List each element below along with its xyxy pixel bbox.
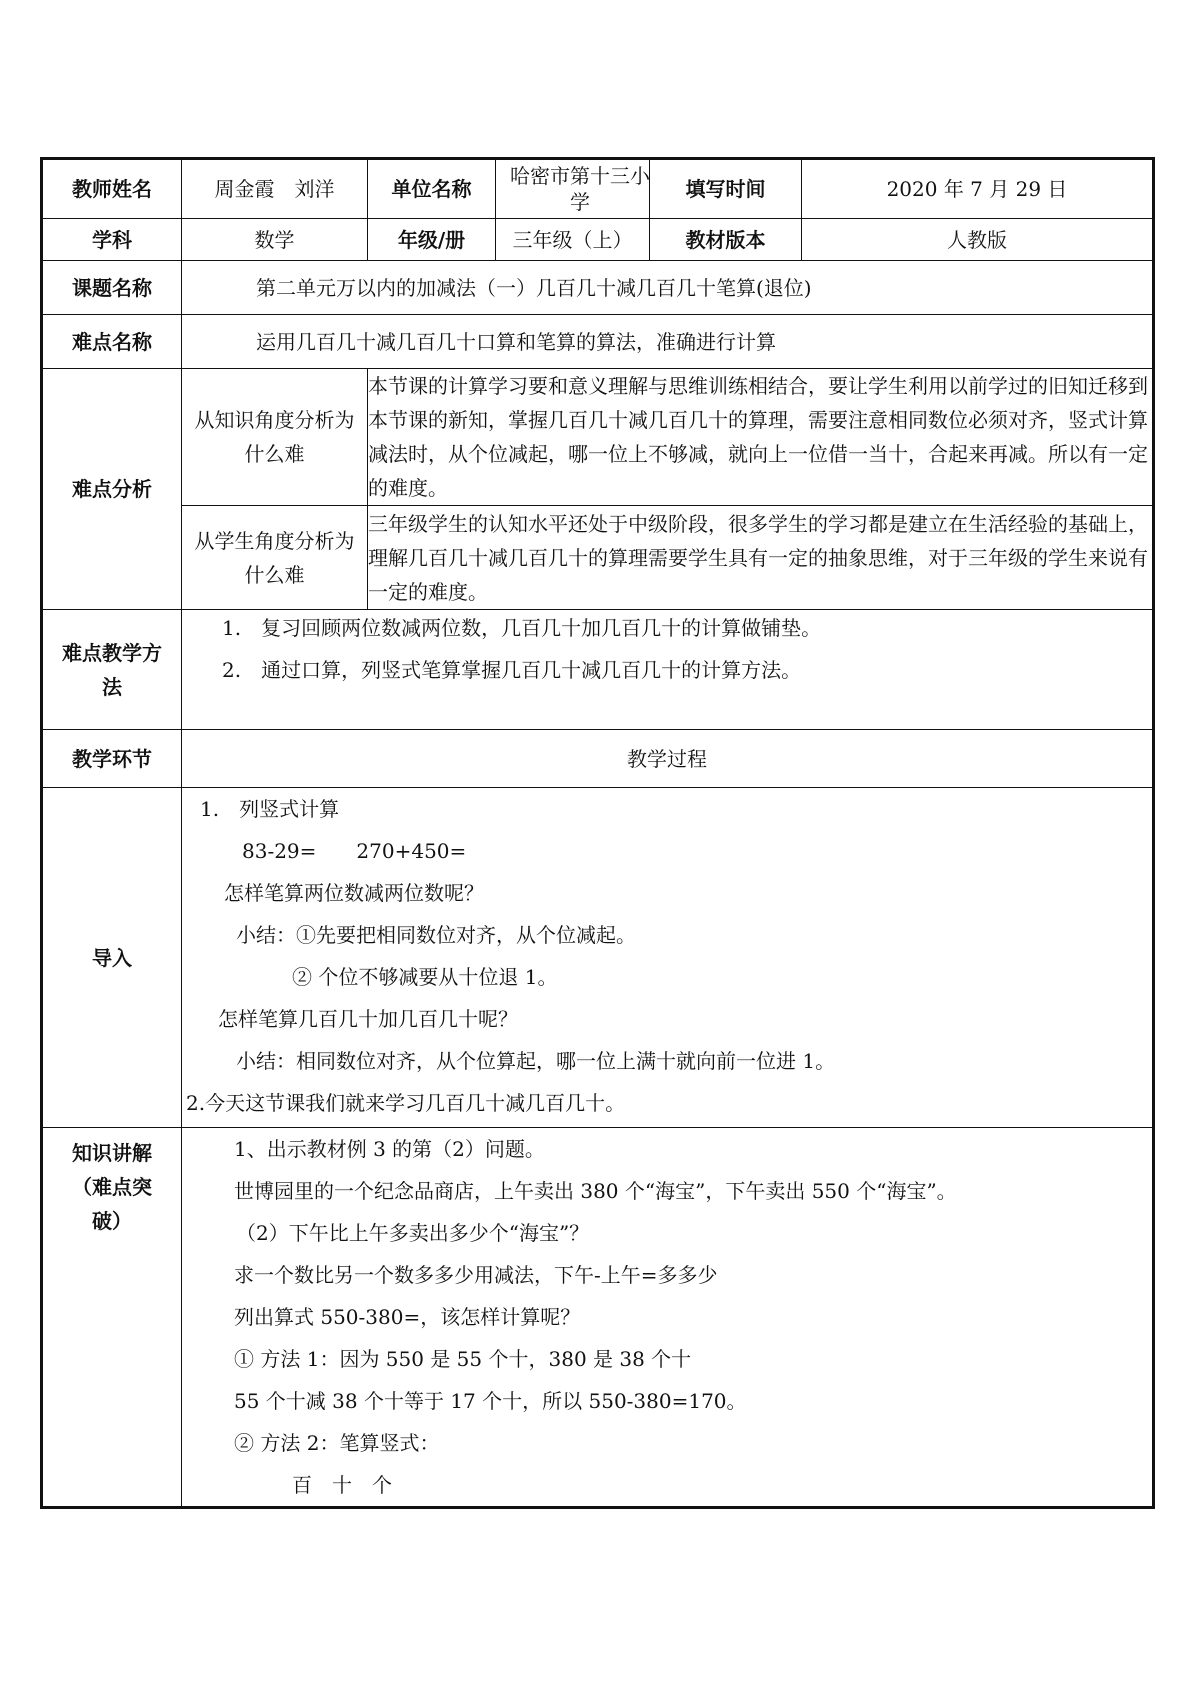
intro-content xyxy=(182,788,1154,1128)
knowledge-row xyxy=(42,1128,1154,1508)
intro-line: 小结：①先要把相同数位对齐，从个位减起。 xyxy=(236,923,636,947)
knowledge-line: ① 方法 1：因为 550 是 55 个十，380 是 38 个十 xyxy=(234,1347,692,1371)
header-row-1 xyxy=(42,159,1154,219)
knowledge-line: 百 十 个 xyxy=(292,1473,392,1497)
method-label xyxy=(42,610,182,730)
teacher-label: 教师姓名 xyxy=(42,159,182,219)
knowledge-angle-label xyxy=(182,369,368,506)
student-angle-label-line2: 什么难 xyxy=(244,562,305,587)
topic-value: 第二单元万以内的加减法（一）几百几十减几百几十笔算(退位) xyxy=(182,261,1154,315)
difficulty-row xyxy=(42,315,1154,369)
process-label: 教学过程 xyxy=(182,730,1154,788)
knowledge-angle-label-line1: 从知识角度分析为 xyxy=(194,408,355,432)
header-row-2 xyxy=(42,219,1154,261)
intro-label: 导入 xyxy=(42,788,182,1128)
method-content xyxy=(182,610,1154,730)
analysis-row-student xyxy=(42,506,1154,610)
unit-value-line1: 哈密市第十三小 xyxy=(510,164,650,188)
knowledge-line: 55 个十减 38 个十等于 17 个十，所以 550-380=170。 xyxy=(234,1389,747,1413)
unit-value xyxy=(496,159,650,219)
student-angle-label-line1: 从学生角度分析为 xyxy=(194,528,355,553)
intro-line: 1. 列竖式计算 xyxy=(200,797,340,821)
knowledge-label-line3: 破） xyxy=(92,1209,132,1233)
grade-label: 年级/册 xyxy=(368,219,496,261)
teacher-value: 周金霞 刘洋 xyxy=(182,159,368,219)
student-angle-label xyxy=(182,506,368,610)
knowledge-line: 1、出示教材例 3 的第（2）问题。 xyxy=(234,1137,545,1161)
process-header-row xyxy=(42,730,1154,788)
method-label-line2: 法 xyxy=(102,674,122,699)
subject-label: 学科 xyxy=(42,219,182,261)
analysis-label: 难点分析 xyxy=(42,369,182,610)
knowledge-line: ② 方法 2：笔算竖式： xyxy=(234,1431,440,1455)
grade-value: 三年级（上） xyxy=(496,219,650,261)
intro-line: 怎样笔算两位数减两位数呢？ xyxy=(224,881,484,905)
knowledge-label-line1: 知识讲解 xyxy=(72,1141,152,1165)
student-angle-text: 三年级学生的认知水平还处于中级阶段，很多学生的学习都是建立在生活经验的基础上，理解几百几十减几百几十的算理需要学生具有一定的抽象思维，对于三年级的学生来说有一定的难度。 xyxy=(368,506,1154,610)
intro-line: 小结：相同数位对齐，从个位算起，哪一位上满十就向前一位进 1。 xyxy=(236,1049,836,1073)
method-row xyxy=(42,610,1154,730)
intro-row xyxy=(42,788,1154,1128)
date-label: 填写时间 xyxy=(650,159,802,219)
unit-value-line2: 学 xyxy=(570,190,590,214)
knowledge-content xyxy=(182,1128,1154,1508)
knowledge-angle-text: 本节课的计算学习要和意义理解与思维训练相结合，要让学生利用以前学过的旧知迁移到本节课的新知，掌握几百几十减几百几十的算理，需要注意相同数位必须对齐，竖式计算减法时，从个位减起，哪一位上不够减，就向上一位借一当十，合起来再减。所以有一定的难度。 xyxy=(368,369,1154,506)
intro-line: 83-29= 270+450= xyxy=(242,839,467,863)
knowledge-label xyxy=(42,1128,182,1508)
method-label-line1: 难点教学方 xyxy=(62,640,162,665)
knowledge-line: 世博园里的一个纪念品商店，上午卖出 380 个“海宝”，下午卖出 550 个“海宝”。 xyxy=(234,1179,957,1203)
date-value: 2020 年 7 月 29 日 xyxy=(802,159,1154,219)
knowledge-line: （2）下午比上午多卖出多少个“海宝”？ xyxy=(236,1221,590,1245)
knowledge-label-line2: （难点突 xyxy=(72,1175,152,1199)
knowledge-line: 求一个数比另一个数多多少用减法，下午-上午=多多少 xyxy=(234,1263,718,1287)
process-stage-label: 教学环节 xyxy=(42,730,182,788)
method-item: 1. 复习回顾两位数减两位数，几百几十加几百几十的计算做铺垫。 xyxy=(222,616,822,640)
method-item: 2. 通过口算，列竖式笔算掌握几百几十减几百几十的计算方法。 xyxy=(222,658,802,682)
edition-value: 人教版 xyxy=(802,219,1154,261)
topic-row xyxy=(42,261,1154,315)
edition-label: 教材版本 xyxy=(650,219,802,261)
lesson-plan-table xyxy=(40,157,1155,1509)
topic-label: 课题名称 xyxy=(42,261,182,315)
knowledge-line: 列出算式 550-380=，该怎样计算呢？ xyxy=(234,1305,581,1329)
intro-line: 2.今天这节课我们就来学习几百几十减几百几十。 xyxy=(186,1091,626,1115)
difficulty-value: 运用几百几十减几百几十口算和笔算的算法，准确进行计算 xyxy=(182,315,1154,369)
analysis-row-knowledge xyxy=(42,369,1154,506)
unit-label: 单位名称 xyxy=(368,159,496,219)
intro-line: 怎样笔算几百几十加几百几十呢？ xyxy=(218,1007,518,1031)
subject-value: 数学 xyxy=(182,219,368,261)
difficulty-label: 难点名称 xyxy=(42,315,182,369)
intro-line: ② 个位不够减要从十位退 1。 xyxy=(292,965,558,989)
knowledge-angle-label-line2: 什么难 xyxy=(244,442,305,466)
